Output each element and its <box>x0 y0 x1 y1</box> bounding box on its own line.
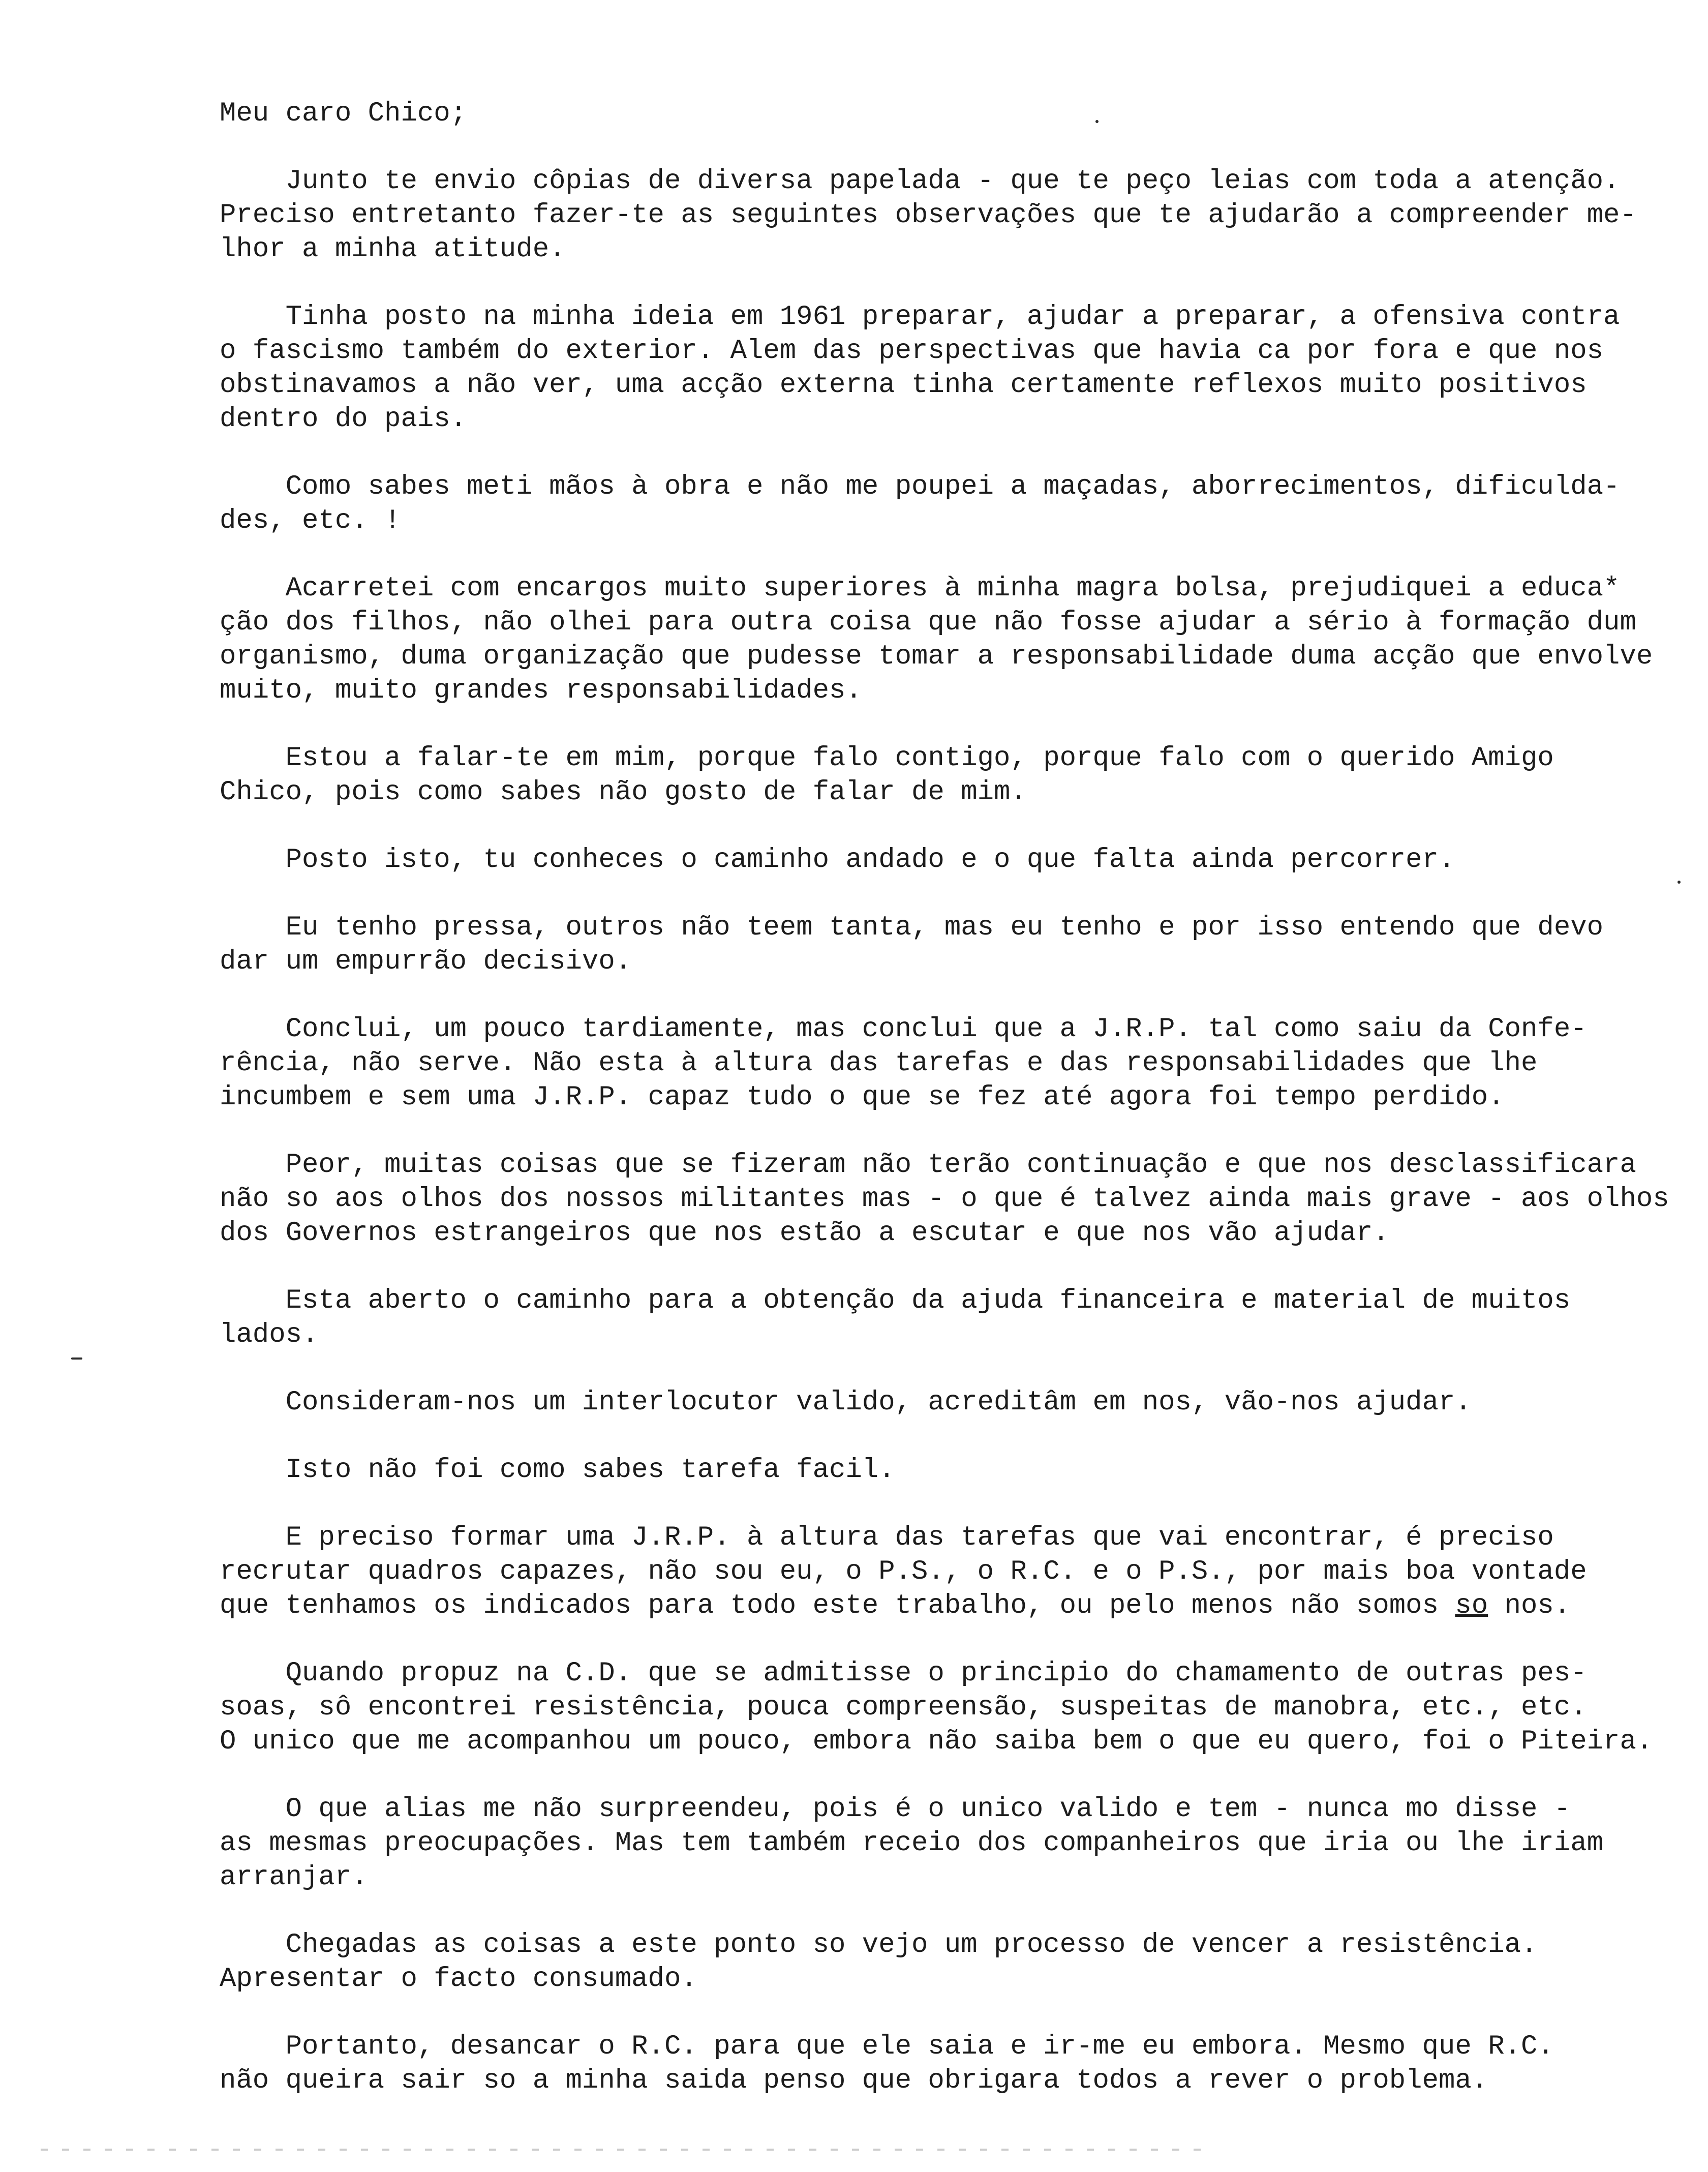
paragraph <box>220 470 1620 538</box>
paragraph <box>220 1385 1602 1420</box>
text-line: soas, sô encontrei resistência, pouca compreensão, suspeitas de manobra, etc., etc. <box>220 1692 1587 1723</box>
text-segment: que tenhamos os indicados para todo este trabalho, ou pelo menos não somos <box>220 1590 1455 1621</box>
text-line: lados. <box>220 1319 319 1350</box>
text-line: Junto te envio côpias de diversa papelada - que te peço leias com toda a atenção. <box>220 166 1620 197</box>
text-line: muito, muito grandes responsabilidades. <box>220 675 862 706</box>
text-line: Tinha posto na minha ideia em 1961 preparar, ajudar a preparar, a ofensiva contra <box>220 301 1620 333</box>
paragraph <box>220 1148 1669 1250</box>
text-line: lhor a minha atitude. <box>220 234 566 265</box>
text-line: dar um empurrão decisivo. <box>220 946 632 977</box>
text-line: as mesmas preocupações. Mas tem também receio dos companheiros que iria ou lhe iriam <box>220 1828 1604 1859</box>
text-line: Chegadas as coisas a este ponto so vejo um processo de vencer a resistência. <box>220 1929 1538 1960</box>
text-line: não so aos olhos dos nossos militantes mas - o que é talvez ainda mais grave - aos olhos <box>220 1184 1669 1215</box>
paragraph <box>220 300 1620 436</box>
text-line: Apresentar o facto consumado. <box>220 1964 697 1995</box>
paragraph <box>220 571 1653 708</box>
scan-speck <box>71 1358 82 1360</box>
paragraph <box>220 911 1602 979</box>
text-line: não queira sair so a minha saida penso que obrigara todos a rever o problema. <box>220 2065 1488 2096</box>
salutation: Meu caro Chico; <box>220 98 467 129</box>
text-line: Eu tenho pressa, outros não teem tanta, mas eu tenho e por isso entendo que devo <box>220 912 1604 943</box>
text-line: Posto isto, tu conheces o caminho andado e o que falta ainda percorrer. <box>220 844 1455 876</box>
text-line: recrutar quadros capazes, não sou eu, o P.S., o R.C. e o P.S., por mais boa vontade <box>220 1556 1587 1587</box>
text-line: dentro do pais. <box>220 404 467 435</box>
text-line: Conclui, um pouco tardiamente, mas conclui que a J.R.P. tal como saiu da Confe- <box>220 1014 1587 1045</box>
paragraph <box>220 741 1602 809</box>
text-line: Como sabes meti mãos à obra e não me poupei a maçadas, aborrecimentos, dificulda- <box>220 471 1620 502</box>
text-line: Consideram-nos um interlocutor valido, acreditâm em nos, vão-nos ajudar. <box>220 1387 1472 1418</box>
paragraph <box>220 843 1602 877</box>
text-line: Preciso entretanto fazer-te as seguintes observações que te ajudarão a compreender me- <box>220 200 1636 231</box>
underlined-word: so <box>1455 1590 1488 1621</box>
text-line: dos Governos estrangeiros que nos estão a escutar e que nos vão ajudar. <box>220 1218 1389 1249</box>
text-line: Isto não foi como sabes tarefa facil. <box>220 1455 895 1486</box>
text-line: Peor, muitas coisas que se fizeram não terão continuação e que nos desclassificara <box>220 1150 1636 1181</box>
text-line: Esta aberto o caminho para a obtenção da ajuda financeira e material de muitos <box>220 1285 1571 1316</box>
text-line: O que alias me não surpreendeu, pois é o unico valido e tem - nunca mo disse - <box>220 1794 1571 1825</box>
text-line: E preciso formar uma J.R.P. à altura das tarefas que vai encontrar, é preciso <box>220 1522 1554 1553</box>
text-line: obstinavamos a não ver, uma acção externa tinha certamente reflexos muito positivos <box>220 370 1587 401</box>
paragraph <box>220 1656 1653 1759</box>
text-line: organismo, duma organização que pudesse tomar a responsabilidade duma acção que envolve <box>220 641 1653 672</box>
text-line: des, etc. ! <box>220 505 401 536</box>
paragraph <box>220 2030 1602 2098</box>
letter-body <box>220 97 1669 2131</box>
text-line: ção dos filhos, não olhei para outra coisa que não fosse ajudar a sério à formação dum <box>220 607 1636 638</box>
scan-speck <box>1678 881 1681 884</box>
text-line: Chico, pois como sabes não gosto de falar de mim. <box>220 777 1027 808</box>
scan-edge-noise <box>41 2149 1210 2151</box>
text-line: incumbem e sem uma J.R.P. capaz tudo o que se fez até agora foi tempo perdido. <box>220 1082 1505 1113</box>
text-line: o fascismo também do exterior. Alem das perspectivas que havia ca por fora e que nos <box>220 336 1604 367</box>
text-line: Quando propuz na C.D. que se admitisse o principio do chamamento de outras pes- <box>220 1658 1587 1689</box>
scan-speck <box>1095 120 1099 123</box>
text-line: O unico que me acompanhou um pouco, embora não saiba bem o que eu quero, foi o Piteira. <box>220 1726 1653 1757</box>
paragraph <box>220 164 1636 266</box>
text-line: Acarretei com encargos muito superiores à minha magra bolsa, prejudiquei a educa* <box>220 573 1620 604</box>
text-line-with-underline <box>220 1589 1602 1623</box>
paragraph <box>220 1012 1602 1114</box>
text-line: Portanto, desancar o R.C. para que ele saia e ir-me eu embora. Mesmo que R.C. <box>220 2031 1554 2062</box>
paragraph <box>220 1792 1602 1894</box>
text-line: Estou a falar-te em mim, porque falo contigo, porque falo com o querido Amigo <box>220 743 1554 774</box>
paragraph <box>220 1928 1602 1996</box>
paragraph <box>220 1521 1602 1623</box>
paragraph <box>220 1284 1602 1352</box>
text-segment: nos. <box>1488 1590 1571 1621</box>
paragraph <box>220 1453 1602 1487</box>
text-line: arranjar. <box>220 1862 368 1893</box>
text-line: rência, não serve. Não esta à altura das tarefas e das responsabilidades que lhe <box>220 1048 1538 1079</box>
